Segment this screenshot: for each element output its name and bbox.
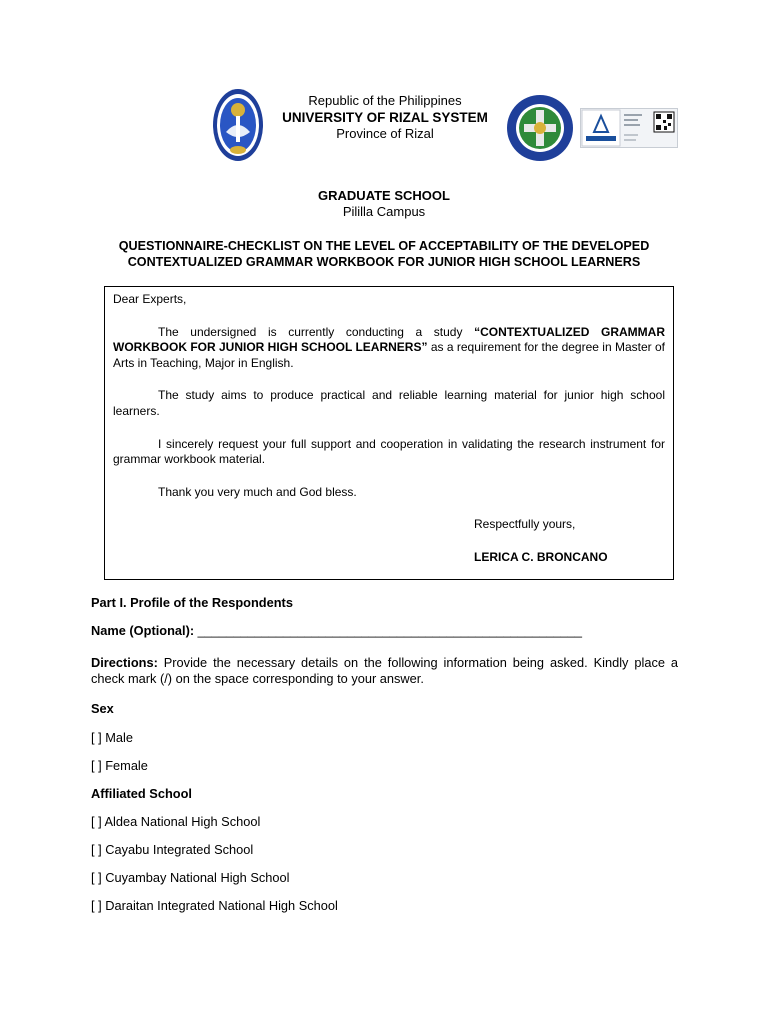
graduate-school-seal-logo — [506, 94, 574, 162]
letter-p1-post: as a requirement for the degree in Master of Arts in Teaching, Major in English. — [113, 340, 665, 370]
header-block — [260, 93, 510, 143]
part1-heading: Part I. Profile of the Respondents — [91, 595, 293, 610]
campus-name: Pililla Campus — [342, 204, 426, 219]
letter-signatory: LERICA C. BRONCANO — [474, 549, 608, 564]
letter-p1-pre: The undersigned is currently conducting a study — [158, 324, 475, 339]
school-option-aldea[interactable]: [ ] Aldea National High School — [91, 814, 261, 829]
title-line-2: CONTEXTUALIZED GRAMMAR WORKBOOK FOR JUNIOR HIGH SCHOOL LEARNERS — [127, 255, 641, 269]
letter-paragraph-4: Thank you very much and God bless. — [158, 484, 357, 499]
letter-paragraph-3: I sincerely request your full support and cooperation in validating the research instrument for grammar workbook material. — [113, 436, 665, 467]
province-name: Province of Rizal — [336, 126, 434, 141]
iso-certification-badge — [580, 108, 678, 148]
school-option-cayabu[interactable]: [ ] Cayabu Integrated School — [91, 842, 254, 857]
name-field-blank[interactable]: ______________________________________________________ — [197, 623, 582, 638]
letter-paragraph-2: The study aims to produce practical and reliable learning material for junior high school learners. — [113, 388, 665, 418]
letter-salutation: Dear Experts, — [113, 292, 187, 306]
study-title: “CONTEXTUALIZED GRAMMAR WORKBOOK FOR JUNIOR HIGH SCHOOL LEARNERS” — [113, 324, 665, 355]
document-title — [80, 238, 688, 270]
directions-text — [91, 655, 678, 687]
sex-option-male[interactable]: [ ] Male — [91, 730, 133, 745]
name-field-row — [91, 623, 582, 639]
school-option-cuyambay[interactable]: [ ] Cuyambay National High School — [91, 870, 290, 885]
letter-closing: Respectfully yours, — [474, 517, 576, 532]
graduate-school-block — [0, 188, 768, 220]
name-label: Name (Optional): — [91, 623, 195, 638]
school-option-daraitan[interactable]: [ ] Daraitan Integrated National High School — [91, 898, 338, 913]
title-line-1: QUESTIONNAIRE-CHECKLIST ON THE LEVEL OF ACCEPTABILITY OF THE DEVELOPED — [118, 239, 650, 253]
school-name: GRADUATE SCHOOL — [318, 188, 450, 203]
university-seal-logo — [212, 88, 264, 162]
directions-label: Directions: — [91, 655, 158, 670]
school-heading: Affiliated School — [91, 786, 192, 801]
cover-letter-box — [104, 286, 674, 580]
university-name: UNIVERSITY OF RIZAL SYSTEM — [282, 109, 488, 125]
letter-paragraph-1 — [113, 325, 665, 372]
country-name: Republic of the Philippines — [308, 93, 462, 108]
directions-body: Provide the necessary details on the following information being asked. Kindly place a check mark (/) on the space corresponding to your answer. — [91, 655, 678, 686]
sex-heading: Sex — [91, 701, 114, 716]
sex-option-female[interactable]: [ ] Female — [91, 758, 148, 773]
